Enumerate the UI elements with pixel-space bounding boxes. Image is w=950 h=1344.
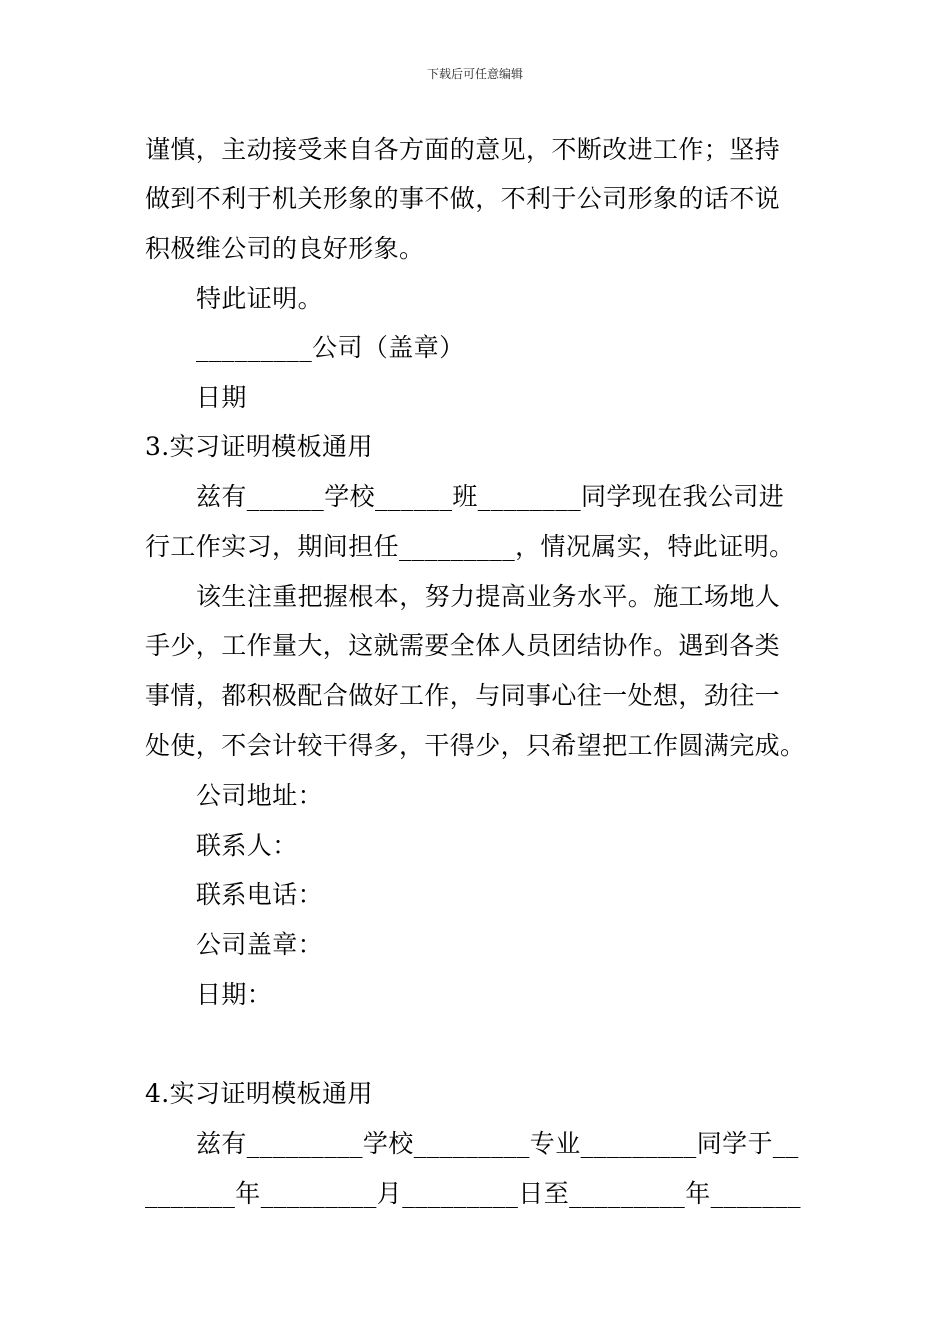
company-address-label: 公司地址： xyxy=(196,781,324,810)
section-heading-4: 4.实习证明模板通用 xyxy=(145,1079,373,1108)
contact-phone-label: 联系电话： xyxy=(196,880,324,909)
section-heading-3: 3.实习证明模板通用 xyxy=(145,432,373,461)
company-seal-line: _________公司（盖章） xyxy=(196,333,465,362)
body-line: 做到不利于机关形象的事不做，不利于公司形象的话不说 xyxy=(145,184,781,213)
body-line: 谨慎，主动接受来自各方面的意见，不断改进工作；坚持 xyxy=(145,135,781,164)
page-header: 下载后可任意编辑 xyxy=(426,67,523,81)
body-line: 事情，都积极配合做好工作，与同事心往一处想，劲往一 xyxy=(145,681,781,710)
body-line: 行工作实习，期间担任_________，情况属实，特此证明。 xyxy=(145,532,795,561)
date-label: 日期： xyxy=(196,980,273,1009)
body-line: _______年_________月_________日至_________年_______ xyxy=(145,1179,801,1208)
contact-person-label: 联系人： xyxy=(196,831,298,860)
body-line: 该生注重把握根本，努力提高业务水平。施工场地人 xyxy=(196,582,781,611)
body-line: 积极维公司的良好形象。 xyxy=(145,234,425,263)
body-line: 兹有______学校______班________同学现在我公司进 xyxy=(196,482,785,511)
body-line: 处使，不会计较干得多，干得少，只希望把工作圆满完成。 xyxy=(145,731,806,760)
certify-line: 特此证明。 xyxy=(196,284,324,313)
body-line: 兹有_________学校_________专业_________同学于__ xyxy=(196,1129,799,1158)
company-seal-label: 公司盖章： xyxy=(196,930,324,959)
body-line: 手少，工作量大，这就需要全体人员团结协作。遇到各类 xyxy=(145,631,781,660)
date-line: 日期 xyxy=(196,383,247,412)
